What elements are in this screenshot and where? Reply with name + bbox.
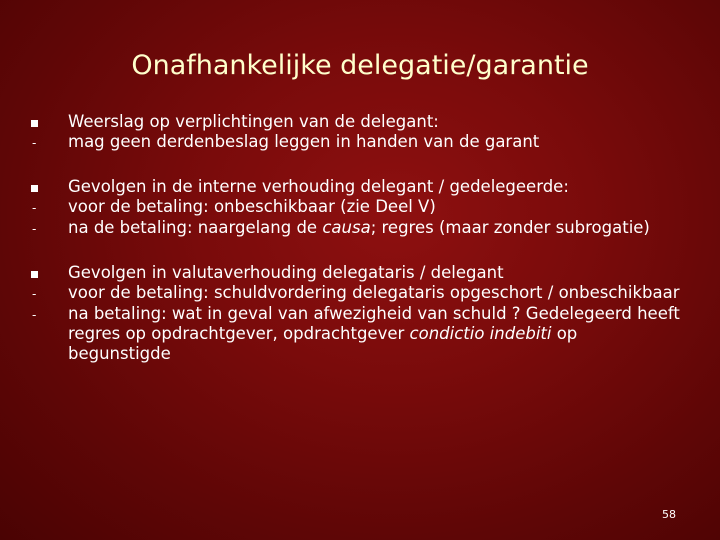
dash-item (68, 304, 680, 364)
dash-item-text: op begunstigde (68, 324, 578, 363)
bullet-heading-row (30, 112, 680, 132)
dash-icon: - (32, 201, 37, 215)
slide-title: Onafhankelijke delegatie/garantie (131, 50, 589, 81)
dash-item-row (30, 304, 680, 364)
dash-icon: - (32, 136, 37, 150)
dash-item-emphasis: condictio indebiti (409, 324, 552, 343)
dash-item-text: ; regres (maar zonder subrogatie) (370, 218, 650, 237)
bullet-block-3 (30, 263, 680, 364)
dash-item-text: na betaling: wat in geval van afwezigheid van schuld ? Gedelegeerd heeft regres op opdrachtgever, opdrachtgever (68, 304, 680, 343)
dash-icon: - (32, 287, 37, 301)
bullet-heading: Gevolgen in de interne verhouding delegant / gedelegeerde: (68, 177, 569, 196)
bullet-heading: Gevolgen in valutaverhouding delegataris / delegant (68, 263, 504, 282)
square-bullet-icon (31, 185, 38, 192)
dash-item-text: na de betaling: naargelang de (68, 218, 323, 237)
bullet-block-2 (30, 177, 680, 239)
bullet-heading-row (30, 177, 680, 197)
square-bullet-icon (31, 120, 38, 127)
dash-item-row (30, 132, 680, 153)
bullet-heading: Weerslag op verplichtingen van de delegant: (68, 112, 439, 131)
dash-item: mag geen derdenbeslag leggen in handen van de garant (68, 132, 540, 151)
dash-icon: - (32, 222, 37, 236)
slide-content (30, 112, 680, 388)
square-bullet-icon (31, 271, 38, 278)
bullet-heading-row (30, 263, 680, 283)
bullet-block-1 (30, 112, 680, 153)
dash-item-emphasis: causa (322, 218, 371, 237)
dash-item-row (30, 218, 680, 239)
dash-item: voor de betaling: schuldvordering delegataris opgeschort / onbeschikbaar (68, 283, 680, 302)
dash-item (68, 218, 680, 238)
dash-item-row (30, 197, 680, 218)
page-number: 58 (662, 508, 676, 521)
dash-icon: - (32, 308, 37, 322)
dash-item-row (30, 283, 680, 304)
dash-item: voor de betaling: onbeschikbaar (zie Deel V) (68, 197, 436, 216)
